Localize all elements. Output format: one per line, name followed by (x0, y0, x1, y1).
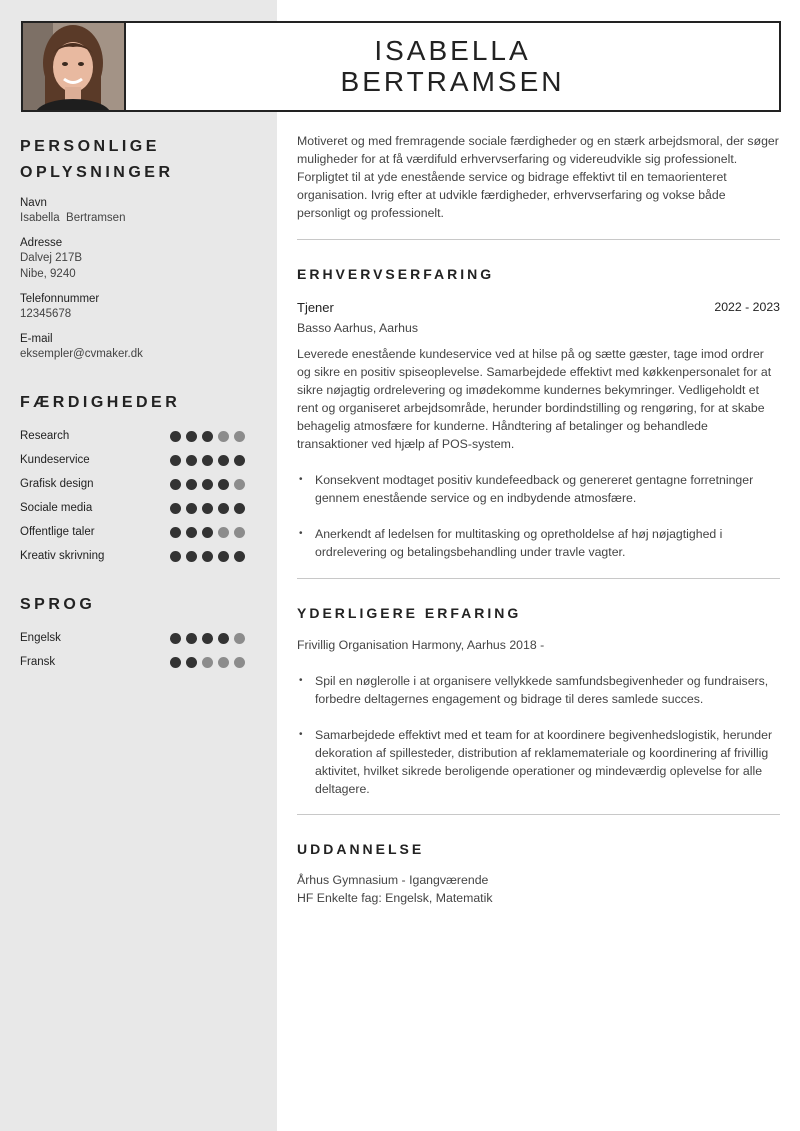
name-label: Navn (20, 197, 47, 209)
rating-dot-empty (218, 657, 229, 668)
language-rating (170, 633, 245, 644)
address-label: Adresse (20, 237, 63, 249)
rating-dot-filled (170, 455, 181, 466)
first-name: ISABELLA (374, 35, 531, 66)
list-item: • Spil en nøglerolle i at organisere vellykkede samfundsbegivenheder og fundraisers, forbedre deltagernes engagement og bidrage til deres samlede succes. (297, 672, 780, 708)
sidebar-content (20, 134, 245, 674)
rating-dot-filled (170, 503, 181, 514)
rating-dot-empty (234, 479, 245, 490)
languages-list (20, 626, 245, 674)
rating-dot-filled (202, 527, 213, 538)
skill-row (20, 520, 245, 544)
email-label: E-mail (20, 333, 53, 345)
skill-row (20, 544, 245, 568)
education-heading: UDDANNELSE (297, 841, 425, 857)
job-achievements (297, 471, 780, 561)
rating-dot-empty (234, 657, 245, 668)
languages-heading: SPROG (20, 596, 96, 613)
rating-dot-filled (170, 551, 181, 562)
skill-label: Grafisk design (20, 478, 94, 490)
additional-experience-heading: YDERLIGERE ERFARING (297, 605, 522, 621)
rating-dot-filled (202, 633, 213, 644)
phone-value: 12345678 (20, 308, 72, 320)
name-header (21, 21, 781, 112)
skill-rating (170, 479, 245, 490)
language-row (20, 626, 245, 650)
rating-dot-filled (186, 479, 197, 490)
rating-dot-filled (202, 551, 213, 562)
rating-dot-filled (218, 633, 229, 644)
divider (297, 814, 780, 815)
rating-dot-filled (170, 527, 181, 538)
list-item: • Konsekvent modtaget positiv kundefeedback og genereret gentagne forretninger gennem enestående service og en indbydende atmosfære. (297, 471, 780, 507)
rating-dot-filled (202, 503, 213, 514)
rating-dot-empty (202, 657, 213, 668)
skill-rating (170, 551, 245, 562)
list-item: • Anerkendt af ledelsen for multitasking og opretholdelse af høj nøjagtighed i ordrelevering og betalingsbehandling under travle vagter. (297, 525, 780, 561)
job-description: Leverede enestående kundeservice ved at hilse på og sætte gæster, tage imod ordrer og sikre en positiv spiseoplevelse. Samarbejdede effektivt med køkkenpersonalet for at sikre nøjagtig ordrelevering og imødekomme kundernes bekymringer. Vedligeholdt et rent og organiseret arbejdsområde, herunder bordindstilling og rengøring, for at skabe behagelig atmosfære for kunderne. Håndtering af betalinger og behandlede transaktioner ved hjælp af POS-system. (297, 347, 772, 451)
personal-heading-line2: OPLYSNINGER (20, 164, 174, 181)
skill-rating (170, 431, 245, 442)
rating-dot-empty (218, 527, 229, 538)
rating-dot-filled (170, 431, 181, 442)
rating-dot-filled (186, 633, 197, 644)
personal-info-heading (20, 134, 245, 186)
phone-label: Telefonnummer (20, 293, 100, 305)
profile-summary: Motiveret og med fremragende sociale færdigheder og en stærk arbejdsmoral, der søger muligheder for at få værdifuld erhvervserfaring og videreudvikle sig professionelt. Forpligtet til at yde enestående service og bidrage effektivt til en temaorienteret organisation. Ivrig efter at udvikle færdigheder, erhvervserfaring og vokse både personligt og professionelt. (297, 134, 779, 220)
language-rating (170, 657, 245, 668)
skill-row (20, 424, 245, 448)
skills-heading: FÆRDIGHEDER (20, 394, 181, 411)
education-line2: HF Enkelte fag: Engelsk, Matematik (297, 891, 493, 905)
skills-list (20, 424, 245, 568)
skill-row (20, 472, 245, 496)
address-line1: Dalvej 217B (20, 252, 83, 264)
skill-label: Research (20, 430, 70, 442)
rating-dot-filled (186, 527, 197, 538)
rating-dot-empty (234, 431, 245, 442)
skill-label: Kundeservice (20, 454, 90, 466)
rating-dot-filled (218, 479, 229, 490)
name-value: Isabella Bertramsen (20, 212, 126, 224)
volunteer-achievements (297, 672, 780, 798)
rating-dot-filled (234, 551, 245, 562)
personal-heading-line1: PERSONLIGE (20, 138, 160, 155)
rating-dot-filled (170, 657, 181, 668)
rating-dot-filled (202, 479, 213, 490)
language-row (20, 650, 245, 674)
skill-rating (170, 527, 245, 538)
language-label: Fransk (20, 656, 56, 668)
rating-dot-filled (202, 455, 213, 466)
rating-dot-filled (186, 551, 197, 562)
profile-photo (23, 23, 126, 110)
job-header (297, 300, 780, 315)
main-content (297, 132, 780, 907)
rating-dot-empty (218, 431, 229, 442)
rating-dot-filled (170, 633, 181, 644)
rating-dot-filled (202, 431, 213, 442)
job-title: Tjener (297, 300, 334, 315)
job-dates: 2022 - 2023 (714, 300, 780, 314)
skill-label: Kreativ skrivning (20, 550, 105, 562)
skill-rating (170, 455, 245, 466)
rating-dot-filled (234, 455, 245, 466)
skill-label: Sociale media (20, 502, 93, 514)
skill-rating (170, 503, 245, 514)
rating-dot-filled (234, 503, 245, 514)
job-company: Basso Aarhus, Aarhus (297, 321, 418, 335)
rating-dot-filled (218, 503, 229, 514)
rating-dot-filled (186, 431, 197, 442)
rating-dot-filled (186, 503, 197, 514)
rating-dot-filled (186, 455, 197, 466)
divider (297, 578, 780, 579)
rating-dot-filled (186, 657, 197, 668)
experience-heading: ERHVERVSERFARING (297, 266, 495, 282)
skill-label: Offentlige taler (20, 526, 95, 538)
divider (297, 239, 780, 240)
skill-row (20, 448, 245, 472)
list-item: • Samarbejdede effektivt med et team for at koordinere begivenhedslogistik, herunder dekoration af spillesteder, distribution af reklamemateriale og koordinering af frivillig aktivitet, hvilket sikrede beroligende operationer og mindeværdig oplevelse for alle deltagere. (297, 726, 780, 798)
language-label: Engelsk (20, 632, 61, 644)
rating-dot-empty (234, 527, 245, 538)
rating-dot-filled (218, 455, 229, 466)
address-line2: Nibe, 9240 (20, 268, 76, 280)
rating-dot-filled (218, 551, 229, 562)
email-value[interactable]: eksempler@cvmaker.dk (20, 348, 143, 360)
skill-row (20, 496, 245, 520)
last-name: BERTRAMSEN (340, 66, 565, 97)
education-line1: Århus Gymnasium - Igangværende (297, 873, 489, 887)
rating-dot-empty (234, 633, 245, 644)
volunteer-org: Frivillig Organisation Harmony, Aarhus 2018 - (297, 638, 545, 652)
rating-dot-filled (170, 479, 181, 490)
full-name (126, 35, 779, 97)
